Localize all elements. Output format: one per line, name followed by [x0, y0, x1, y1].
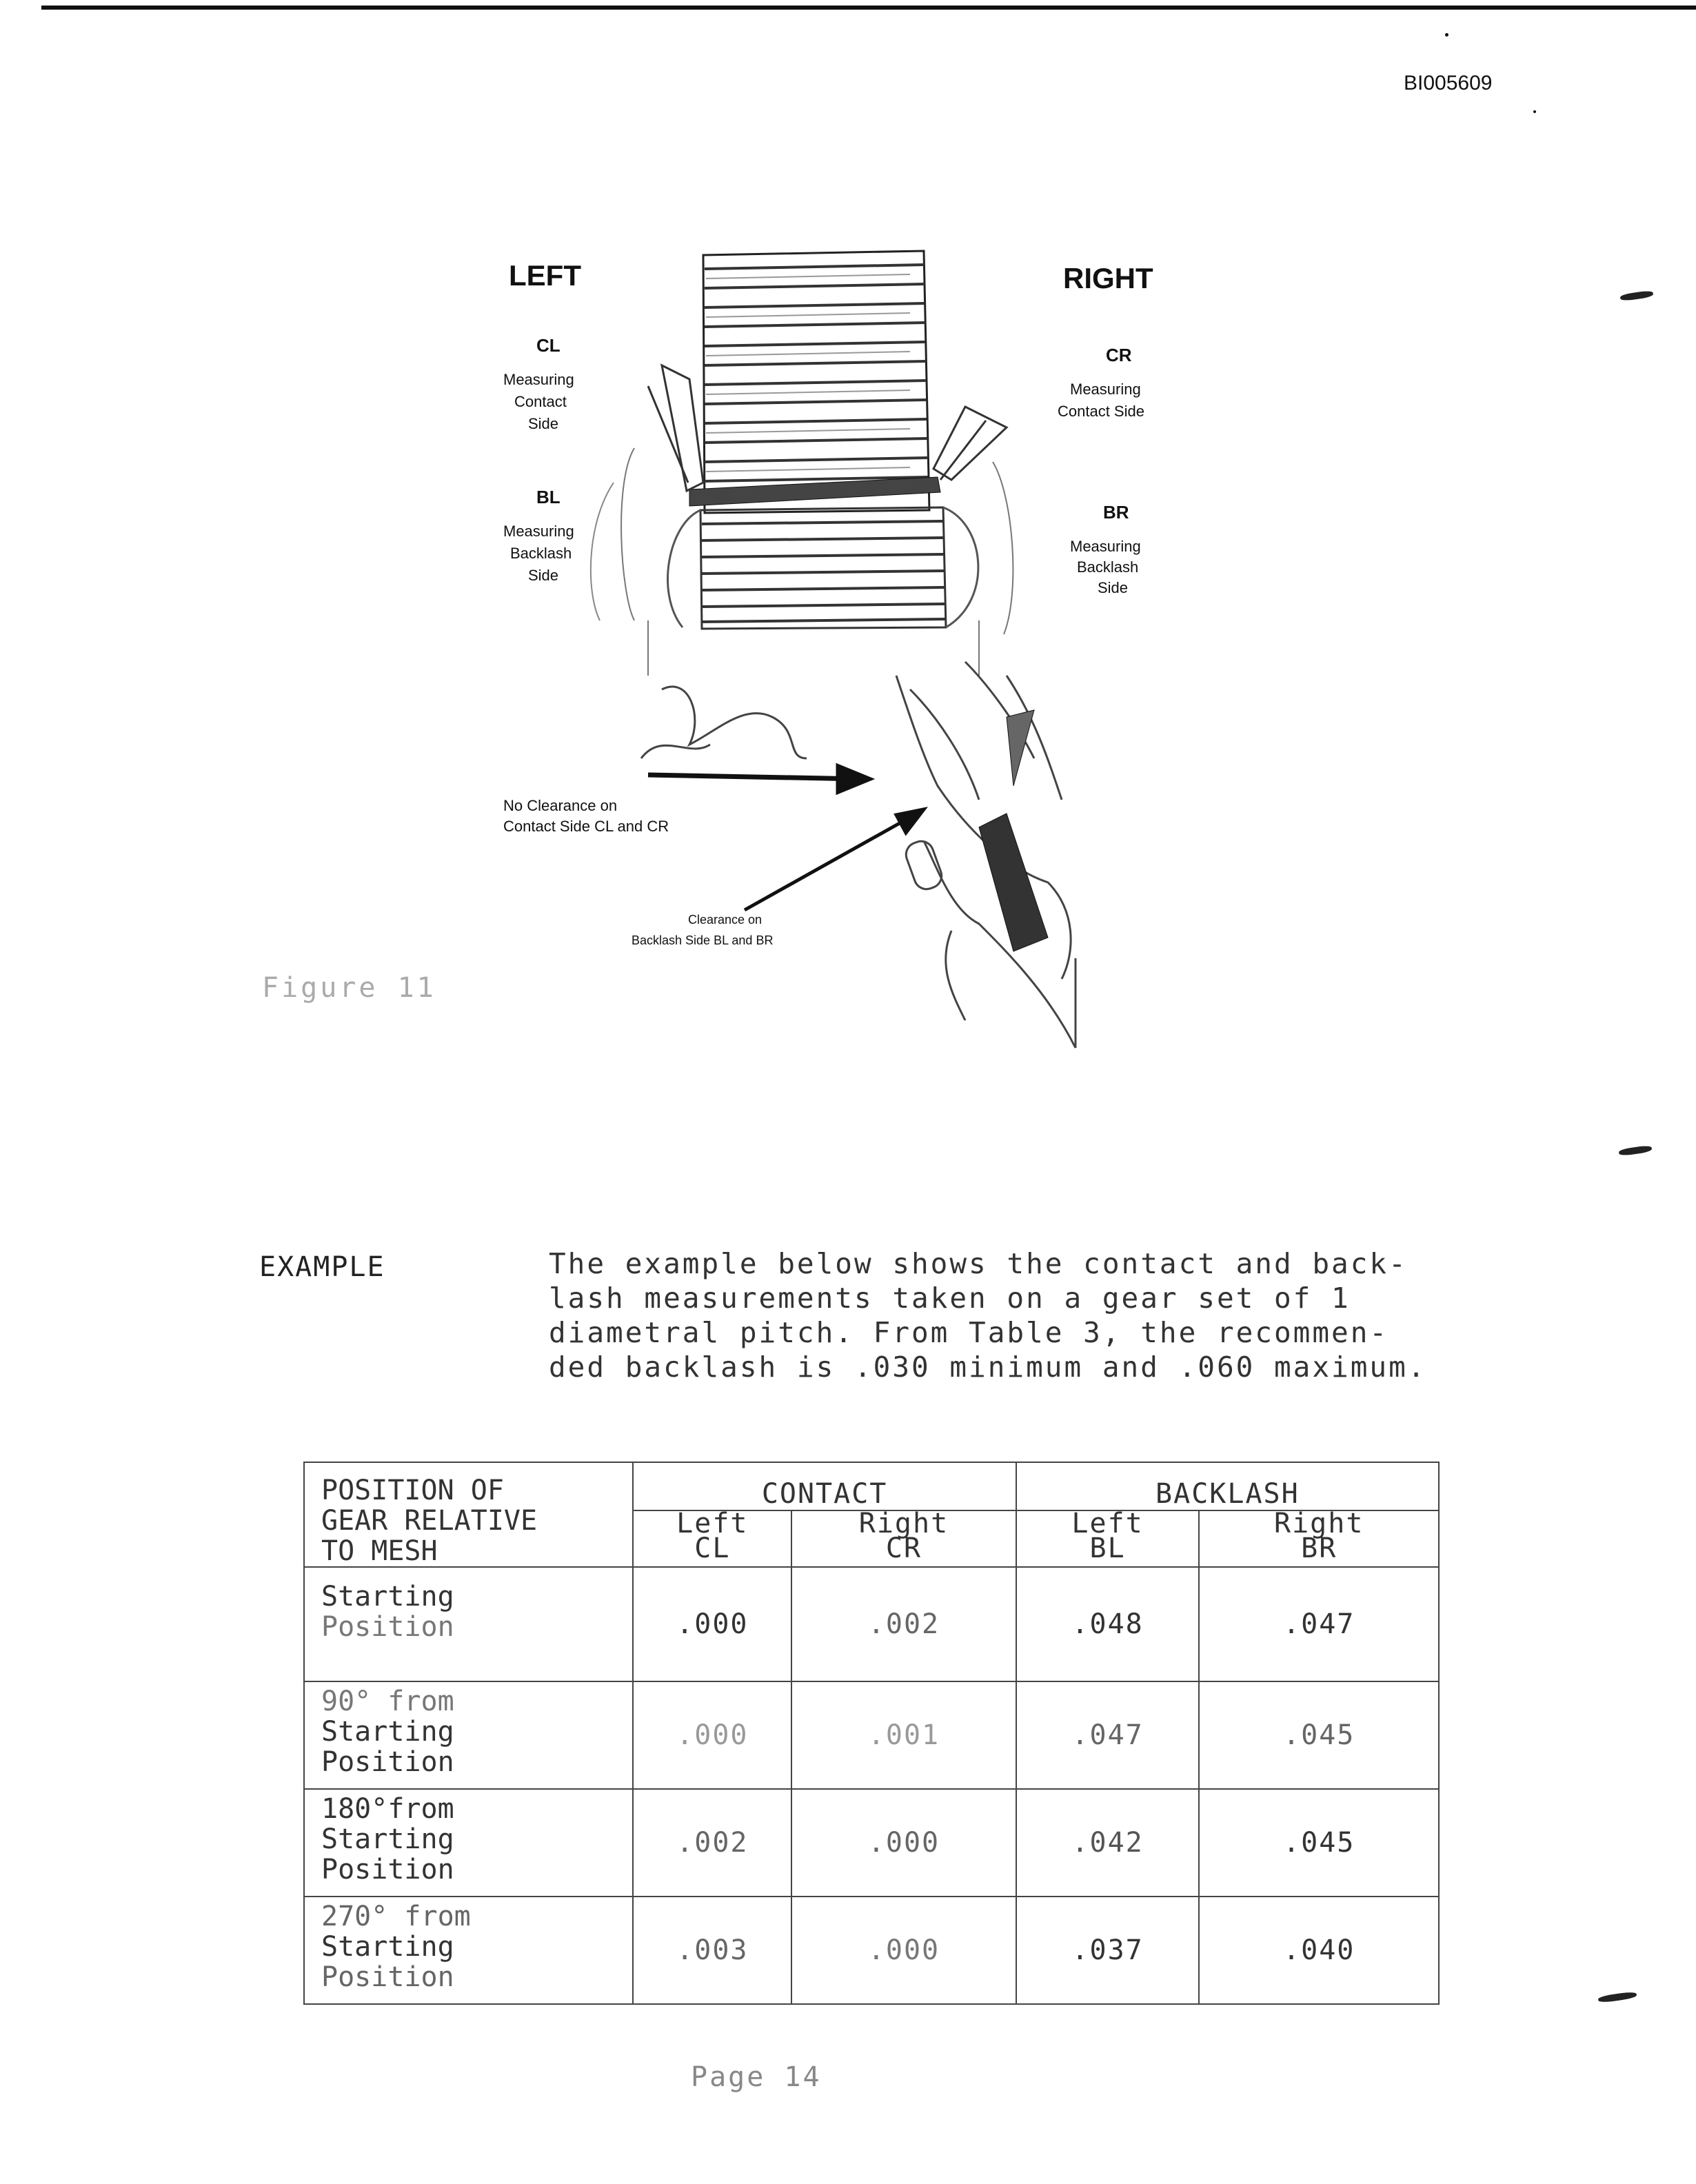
table-row [304, 1681, 1439, 1789]
subheader-side: Left [1071, 1507, 1144, 1539]
example-label: EXAMPLE [259, 1251, 385, 1283]
document-id: BI005609 [1404, 72, 1493, 94]
gear-backlash-figure [483, 234, 1213, 1089]
bl-line-2: Backlash [510, 545, 572, 562]
row-position-line: Starting [321, 1931, 454, 1963]
row-position-line: 180°from [321, 1793, 454, 1825]
scan-speck [1533, 110, 1536, 113]
left-feeler-gauge [648, 365, 703, 491]
value-cr: .002 [791, 1567, 1016, 1681]
subheader-side: Right [858, 1507, 949, 1539]
no-clearance-label-1: No Clearance on [503, 797, 618, 814]
br-line-1: Measuring [1070, 538, 1141, 555]
scan-edge-mark [1619, 1145, 1653, 1157]
row-position-line: Starting [321, 1581, 454, 1612]
cl-code: CL [536, 335, 561, 356]
example-line: ded backlash is .030 minimum and .060 maximum. [549, 1351, 1427, 1384]
table-row [304, 1789, 1439, 1897]
cl-line-1: Measuring [503, 371, 574, 388]
clearance-arrow [745, 809, 924, 910]
row-position-line: Position [321, 1854, 454, 1885]
br-line-3: Side [1098, 579, 1129, 596]
clearance-label-2: Backlash Side BL and BR [632, 933, 774, 947]
value-cl: .000 [633, 1567, 791, 1681]
subheader-side: Right [1274, 1507, 1364, 1539]
right-feeler-gauge [933, 407, 1007, 480]
scan-edge-mark [1598, 1991, 1637, 2003]
top-border-line [41, 6, 1696, 10]
left-title: LEFT [509, 259, 581, 292]
value-br: .047 [1199, 1567, 1439, 1681]
upper-gear-illustration [703, 251, 929, 513]
row-position [304, 1897, 633, 2004]
position-header [304, 1462, 633, 1567]
value-br: .045 [1199, 1681, 1439, 1789]
subheader-cl [633, 1507, 791, 1567]
row-position-line: 90° from [321, 1686, 454, 1717]
value-cr: .000 [791, 1897, 1016, 2004]
figure-caption: Figure 11 [262, 972, 436, 1004]
no-clearance-label-2: Contact Side CL and CR [503, 818, 669, 835]
table-row [304, 1897, 1439, 2004]
bl-code: BL [536, 487, 561, 507]
value-bl: .037 [1016, 1897, 1200, 2004]
position-header-line: POSITION OF [321, 1475, 504, 1506]
value-bl: .042 [1016, 1789, 1200, 1897]
value-bl: .047 [1016, 1681, 1200, 1789]
example-line: lash measurements taken on a gear set of 1 [549, 1282, 1351, 1315]
bl-line-1: Measuring [503, 523, 574, 540]
row-position [304, 1567, 633, 1681]
row-position-line: Position [321, 1746, 454, 1778]
value-bl: .048 [1016, 1567, 1200, 1681]
value-cl: .002 [633, 1789, 791, 1897]
feeler-gauge-blade [979, 710, 1048, 951]
subheader-code: BR [1301, 1532, 1337, 1564]
no-clearance-arrow [648, 767, 869, 791]
cr-line-2: Contact Side [1058, 403, 1144, 420]
contact-header: CONTACT [633, 1462, 1016, 1510]
subheader-code: CL [694, 1532, 731, 1564]
subheader-cr [791, 1507, 1016, 1567]
subheader-code: CR [885, 1532, 922, 1564]
right-title: RIGHT [1063, 262, 1153, 294]
bl-line-3: Side [528, 567, 559, 584]
value-cl: .000 [633, 1681, 791, 1789]
scan-speck [1445, 33, 1448, 37]
row-position-line: Position [321, 1611, 454, 1643]
br-code: BR [1103, 502, 1129, 523]
example-line: diametral pitch. From Table 3, the recommen- [549, 1316, 1389, 1349]
cr-code: CR [1106, 345, 1132, 365]
value-br: .040 [1199, 1897, 1439, 2004]
backlash-header: BACKLASH [1016, 1462, 1439, 1510]
example-paragraph [549, 1246, 1445, 1384]
cl-line-2: Contact [514, 393, 567, 410]
position-header-line: GEAR RELATIVE [321, 1505, 538, 1537]
position-header-line: TO MESH [321, 1535, 438, 1567]
row-position [304, 1681, 633, 1789]
page-number: Page 14 [691, 2061, 822, 2093]
lower-gear-illustration [591, 448, 1013, 676]
value-br: .045 [1199, 1789, 1439, 1897]
cr-line-1: Measuring [1070, 381, 1141, 398]
subheader-bl [1016, 1507, 1200, 1567]
cl-line-3: Side [528, 415, 559, 432]
br-line-2: Backlash [1077, 558, 1139, 576]
table-row [304, 1567, 1439, 1681]
row-position-line: Starting [321, 1716, 454, 1748]
row-position-line: Starting [321, 1823, 454, 1855]
subheader-code: BL [1089, 1532, 1126, 1564]
subheader-side: Left [676, 1507, 749, 1539]
value-cr: .000 [791, 1789, 1016, 1897]
example-line: The example below shows the contact and back- [549, 1247, 1408, 1280]
table-header-row [304, 1462, 1439, 1510]
value-cr: .001 [791, 1681, 1016, 1789]
scan-edge-mark [1620, 290, 1654, 302]
row-position-line: 270° from [321, 1901, 471, 1932]
clearance-label-1: Clearance on [688, 913, 763, 927]
measurement-table [303, 1462, 1440, 2005]
value-cl: .003 [633, 1897, 791, 2004]
row-position [304, 1789, 633, 1897]
subheader-br [1199, 1507, 1439, 1567]
row-position-line: Position [321, 1961, 454, 1993]
